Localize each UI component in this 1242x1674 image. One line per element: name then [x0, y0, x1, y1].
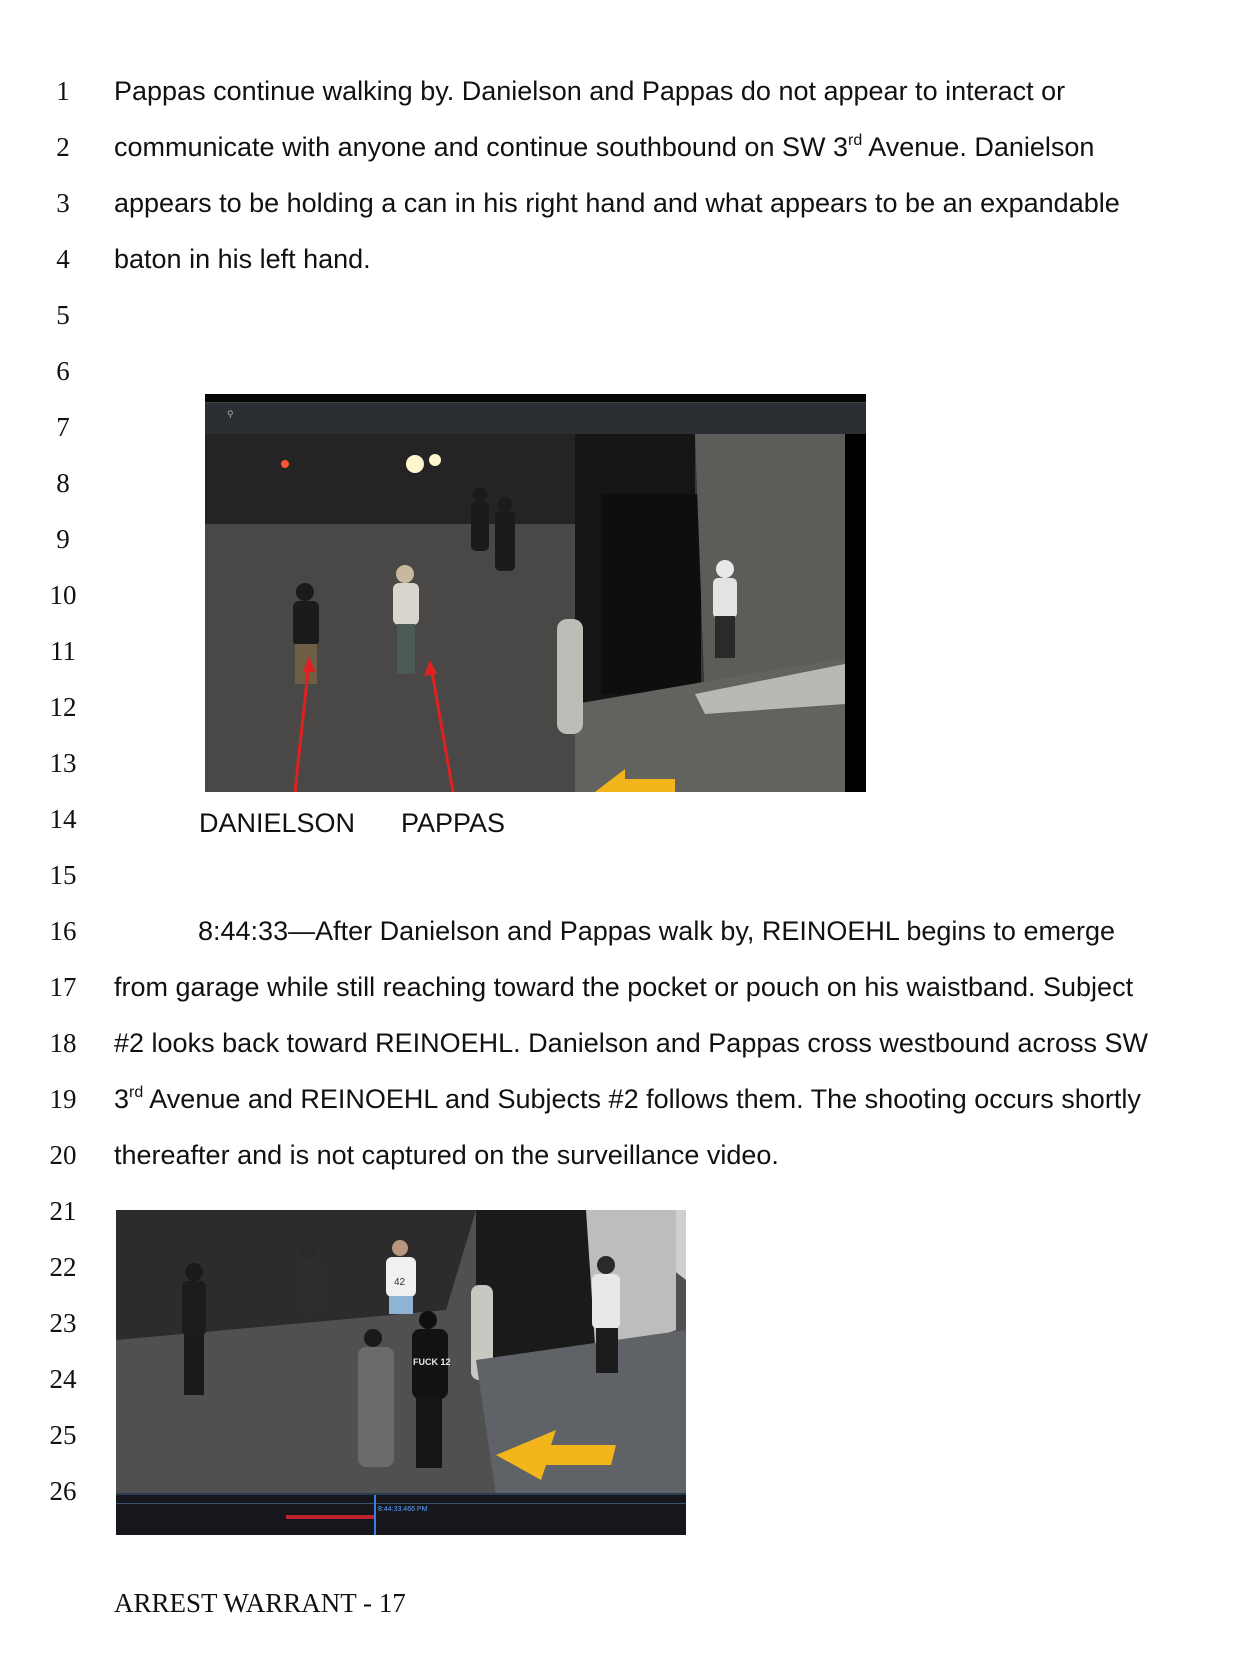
search-icon: ⚲ — [227, 409, 234, 419]
line-number: 24 — [49, 1364, 77, 1394]
text-segment: 3 — [114, 1084, 130, 1114]
text-segment: communicate with anyone and continue southbound on SW 3 — [114, 132, 848, 162]
line-number: 23 — [49, 1308, 77, 1338]
line-number: 17 — [49, 972, 77, 1002]
superscript: rd — [847, 132, 863, 149]
video-timeline — [116, 1493, 686, 1535]
text-line: appears to be holding a can in his right hand and what appears to be an expandable — [114, 188, 1120, 218]
line-number: 21 — [49, 1196, 77, 1226]
line-number: 20 — [49, 1140, 77, 1170]
caption-pappas: PAPPAS — [401, 808, 506, 838]
text-segment: Avenue. Danielson — [862, 132, 1095, 162]
surveillance-photo-2 — [116, 1210, 686, 1535]
danielson-arrow — [295, 662, 309, 792]
text-line: from garage while still reaching toward the pocket or pouch on his waistband. Subject — [114, 972, 1134, 1002]
line-number: 12 — [49, 692, 77, 722]
line-number: 9 — [56, 524, 70, 554]
danielson-arrowhead — [303, 656, 315, 672]
photo-2-scene — [116, 1210, 686, 1495]
line-number: 19 — [49, 1084, 77, 1114]
line-number: 7 — [56, 412, 70, 442]
text-line — [114, 1084, 1141, 1114]
shirt-text: FUCK 12 — [413, 1357, 451, 1367]
text-line: baton in his left hand. — [114, 244, 371, 274]
text-line: #2 looks back toward REINOEHL. Danielson and Pappas cross westbound across SW — [114, 1028, 1149, 1058]
line-number: 25 — [49, 1420, 77, 1450]
superscript: rd — [129, 1084, 144, 1101]
line-number: 18 — [49, 1028, 77, 1058]
timeline-timestamp: 8:44:33.466 PM — [378, 1506, 428, 1513]
text-line — [114, 132, 1094, 162]
line-number: 2 — [56, 132, 70, 162]
text-segment: Avenue and REINOEHL and Subjects #2 follows them. The shooting occurs shortly — [143, 1084, 1141, 1114]
line-number: 10 — [49, 580, 77, 610]
timeline-track — [116, 1503, 686, 1504]
line-number: 26 — [49, 1476, 77, 1506]
line-number: 14 — [49, 804, 77, 834]
jersey-number: 42 — [394, 1277, 406, 1288]
line-number: 22 — [49, 1252, 77, 1282]
line-number: 11 — [50, 636, 76, 666]
line-number: 6 — [56, 356, 70, 386]
surveillance-photo-1 — [205, 394, 866, 792]
caption-danielson: DANIELSON — [199, 808, 356, 838]
line-number: 4 — [56, 244, 70, 274]
line-number: 5 — [56, 300, 70, 330]
pappas-arrowhead — [424, 660, 437, 676]
text-line: thereafter and is not captured on the surveillance video. — [114, 1140, 779, 1170]
line-number: 16 — [49, 916, 77, 946]
line-number: 3 — [56, 188, 70, 218]
timeline-event-bar — [286, 1515, 376, 1519]
line-number: 15 — [49, 860, 77, 890]
text-line: 8:44:33—After Danielson and Pappas walk by, REINOEHL begins to emerge — [198, 916, 1115, 946]
text-line: Pappas continue walking by. Danielson and Pappas do not appear to interact or — [114, 76, 1066, 106]
line-number: 8 — [56, 468, 70, 498]
pappas-arrow — [431, 666, 453, 792]
line-number: 1 — [56, 76, 70, 106]
arrow-overlay — [205, 394, 866, 792]
line-number: 13 — [49, 748, 77, 778]
page-footer: ARREST WARRANT - 17 — [114, 1588, 406, 1618]
timeline-playhead — [374, 1495, 376, 1535]
